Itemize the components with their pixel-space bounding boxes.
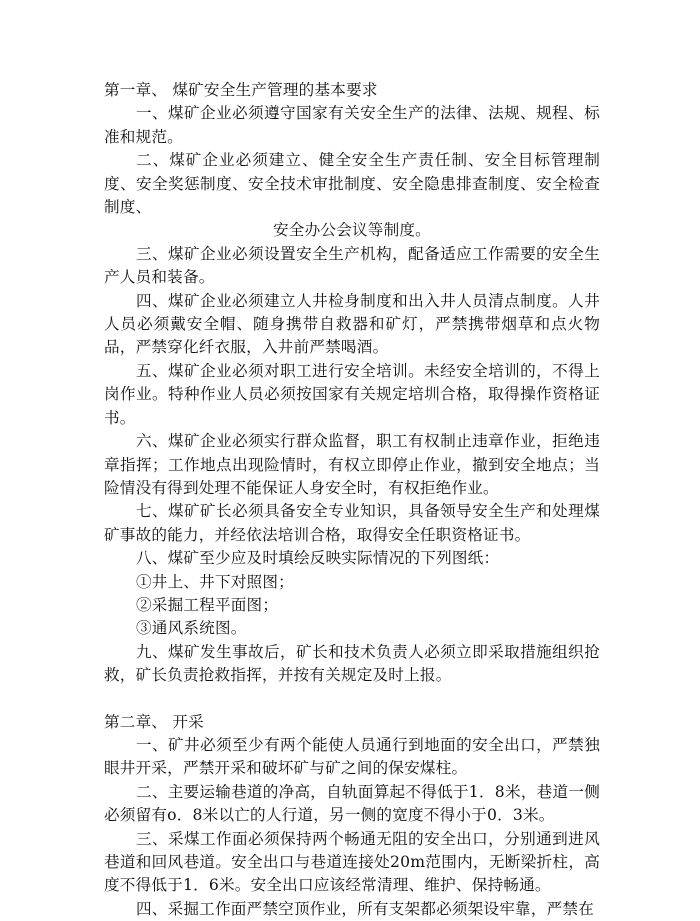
chapter-1-article-9: 九、煤矿发生事故后，矿长和技术负责人必须立即采取措施组织抢救，矿长负责抢救指挥，并按有关规定及时上报。 — [104, 642, 600, 685]
chapter-2-article-3: 三、采煤工作面必须保持两个畅通无阻的安全出口，分别通到进风巷道和回风巷道。安全出口与巷道连接处20m范围内，无断梁折柱，高度不得低于1．6米。安全出口应该经常清理、维护、保持畅通。 — [104, 829, 600, 895]
drawing-list-item: ③通风系统图。 — [136, 619, 247, 638]
chapter-1-article-8: 八、煤矿至少应及时填绘反映实际情况的下列图纸： — [136, 549, 500, 568]
chapter-2-article-2: 二、主要运输巷道的净高，自轨面算起不得低于1．8米，巷道一侧必须留有o．8米以亡的人行道，另一侧的宽度不得小于0．3米。 — [104, 782, 600, 825]
chapter-2-article-1: 一、矿井必须至少有两个能使人员通行到地面的安全出口，严禁独眼井开采，严禁开采和破坏矿与矿之间的保安煤柱。 — [104, 735, 600, 778]
chapter-2-title: 第二章、 开采 — [104, 712, 204, 731]
chapter-1-article-2-tail: 安全办公会议等制度。 — [273, 221, 431, 240]
chapter-1-article-3: 三、煤矿企业必须设置安全生产机构，配备适应工作需要的安全生产人员和装备。 — [104, 244, 600, 287]
chapter-1-article-6: 六、煤矿企业必须实行群众监督，职工有权制止违章作业，拒绝违章指挥；工作地点出现险情时，有权立即停止作业，撤到安全地点；当险情没有得到处理不能保证人身安全时，有权拒绝作业。 — [104, 432, 600, 497]
drawing-list-item: ②采掘工程平面图； — [136, 595, 279, 614]
chapter-1-title: 第一章、 煤矿安全生产管理的基本要求 — [104, 81, 378, 99]
chapter-2-article-4: 四、采掘工作面严禁空顶作业，所有支架都必须架设牢靠，严禁在 — [136, 899, 595, 918]
chapter-1-article-7: 七、煤矿矿长必须具备安全专业知识，具备领导安全生产和处理煤矿事故的能力，并经依法培训合格，取得安全任职资格证书。 — [104, 502, 600, 544]
section-spacer — [104, 688, 600, 711]
drawing-list-item: ①井上、井下对照图； — [136, 572, 294, 591]
chapter-1-article-2: 二、煤矿企业必须建立、健全安全生产责任制、安全目标管理制度、安全奖惩制度、安全技术审批制度、安全隐患排查制度、安全检查制度、 — [104, 151, 600, 217]
chapter-1-article-1: 一、煤矿企业必须遵守国家有关安全生产的法律、法规、规程、标准和规范。 — [104, 104, 600, 146]
chapter-1-article-4: 四、煤矿企业必须建立人井检身制度和出入井人员清点制度。人井人员必须戴安全帽、随身携带自救器和矿灯，严禁携带烟草和点火物品，严禁穿化纤衣服，入井前严禁喝酒。 — [104, 291, 600, 357]
chapter-1-article-5: 五、煤矿企业必须对职工进行安全培训。未经安全培训的，不得上岗作业。特种作业人员必须按国家有关规定培圳合格，取得操作资格证书。 — [104, 361, 600, 427]
